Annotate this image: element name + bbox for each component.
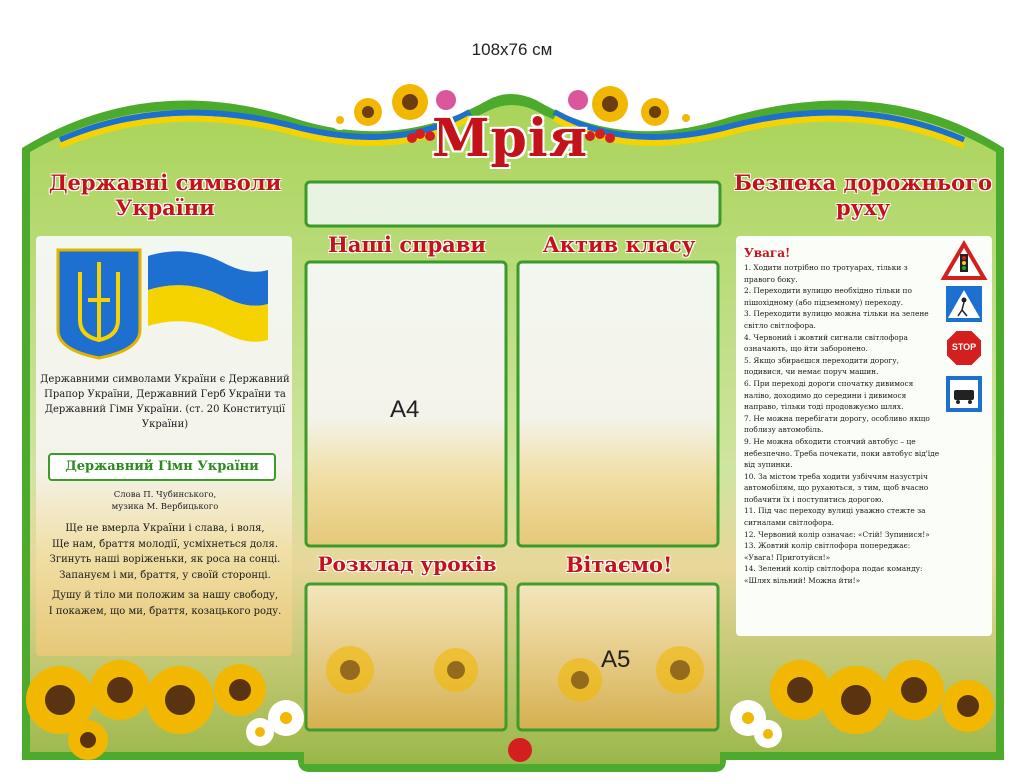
title-strip xyxy=(306,182,720,226)
coat-of-arms-icon xyxy=(58,250,140,358)
anthem-line: Згинуть наші воріженьки, як роса на сонці. xyxy=(49,554,281,565)
stop-sign-text: STOP xyxy=(951,342,977,352)
safety-rules-list xyxy=(744,262,940,587)
safety-rule: 7. Не можна перебігати дорогу, особливо якщо поблизу автомобіль. xyxy=(744,413,930,435)
safety-rule: 12. Червоний колір означає: «Стій! Зупинися!» xyxy=(744,529,930,539)
safety-rule: 6. При переході дороги спочатку дивимося наліво, доходимо до середини і дивимося направо, тільки тоді продовжуємо шлях. xyxy=(744,378,914,412)
safety-rule: 3. Переходити вулицю можна тільки на зелене світло світлофора. xyxy=(744,309,929,330)
safety-rule: 5. Якщо збираєшся переходити дорогу, подивися, чи немає поруч машин. xyxy=(744,355,899,377)
anthem-title: Державний Гімн України xyxy=(48,453,276,481)
safety-rule: 10. За містом треба ходити узбіччям назустріч автомобілям, що рухаються, з тим, щоб вчасно побачити їх і поступитись дорогою. xyxy=(744,471,929,504)
anthem-authors xyxy=(40,489,290,513)
anthem-line: Ще нам, браття молодії, усміхнеться доля. xyxy=(51,538,279,550)
safety-rule: 14. Зелений колір світлофора подає команду: «Шлях вільний! Можна йти!» xyxy=(744,564,923,586)
section-schedule-title: Розклад уроків xyxy=(317,552,497,576)
bus-stop-sign xyxy=(946,376,982,412)
anthem-authors-line: Слова П. Чубинського, xyxy=(113,490,217,500)
anthem-chorus-line: Душу й тіло ми положим за нашу свободу, xyxy=(51,590,279,601)
anthem-authors-line: музика М. Вербицького xyxy=(111,502,219,512)
anthem-line: Запануєм і ми, браття, у своїй сторонці. xyxy=(59,569,271,581)
section-deeds-title: Наші справи xyxy=(328,232,486,257)
safety-rule: 4. Червоний і жовтий сигнали світлофора означають, що йти заборонено. xyxy=(744,332,908,354)
pedestrian-crossing-sign xyxy=(946,286,982,322)
size-label: 108x76 см xyxy=(471,40,553,59)
safety-rule: 13. Жовтий колір світлофора попереджає: «Увага! Приготуйся!» xyxy=(744,541,911,562)
safety-rule: 2. Переходити вулицю необхідно тільки по пішохідному (або підземному) переходу. xyxy=(744,286,912,307)
right-header: Безпека дорожнього руху xyxy=(734,170,992,220)
safety-warning-title: Увага! xyxy=(744,246,791,260)
section-greetings-title: Вітаємо! xyxy=(565,552,673,577)
section-active-title: Актив класу xyxy=(542,232,696,257)
format-label-a4: A4 xyxy=(390,396,420,423)
state-symbols-text: Державними символами України є Державний Прапор України, Державний Герб України та Державний Гімн України. (ст. 20 Конституції України) xyxy=(40,374,290,430)
pocket-active xyxy=(518,262,718,546)
format-label-a5: A5 xyxy=(601,646,631,673)
anthem-line: Ще не вмерла України і слава, і воля, xyxy=(65,523,265,534)
safety-rule: 11. Під час переходу вулиці уважно стежте за сигналами світлофора. xyxy=(744,506,926,528)
safety-rule: 1. Ходити потрібно по тротуарах, тільки з правого боку. xyxy=(744,263,908,284)
anthem-text xyxy=(36,521,294,624)
safety-rule: 9. Не можна обходити стоячий автобус – це небезпечно. Треба почекати, поки автобус від'їде від зупинки. xyxy=(744,436,940,470)
left-header: Державні символи України xyxy=(48,170,282,220)
anthem-chorus-line: І покажем, що ми, браття, козацького роду. xyxy=(48,605,282,617)
board-title: Мрія xyxy=(431,108,589,169)
